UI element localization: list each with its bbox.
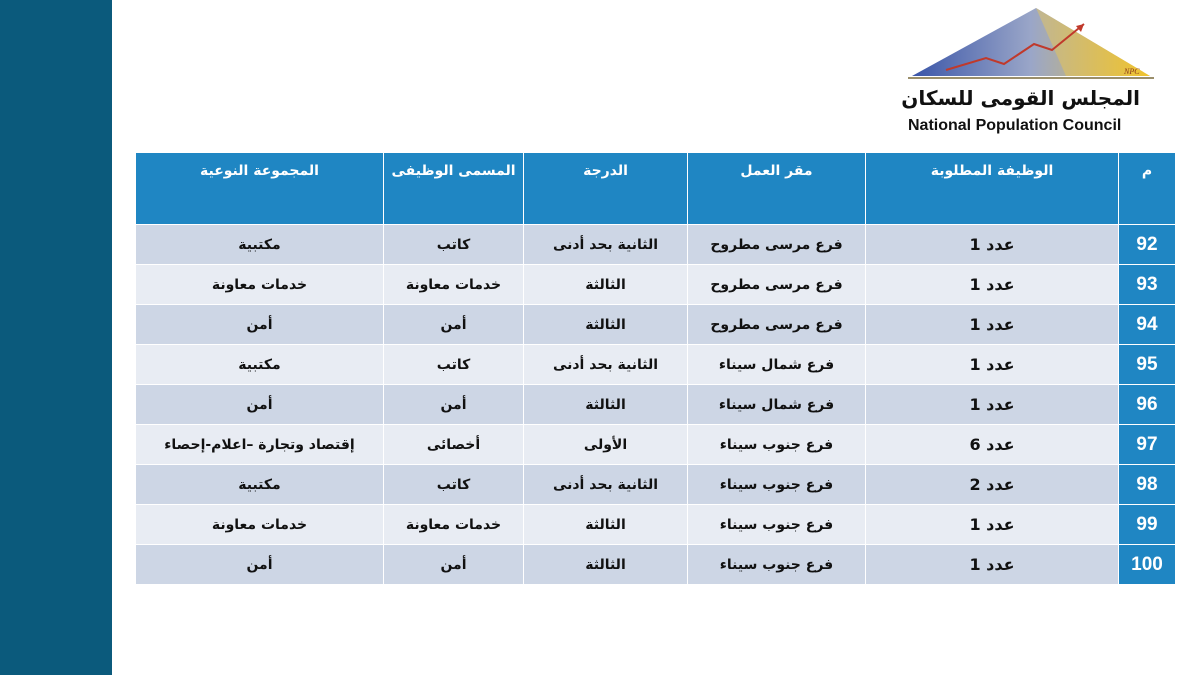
header-location: مقر العمل [688, 153, 866, 225]
cell-title: أمن [384, 385, 524, 425]
cell-grade: الثانية بحد أدنى [524, 345, 688, 385]
cell-title: أمن [384, 305, 524, 345]
cell-grade: الثالثة [524, 505, 688, 545]
cell-title: خدمات معاونة [384, 505, 524, 545]
cell-num: 94 [1119, 305, 1176, 345]
cell-grade: الثالثة [524, 265, 688, 305]
table-row [136, 465, 1176, 505]
cell-num: 95 [1119, 345, 1176, 385]
cell-location: فرع شمال سيناء [688, 345, 866, 385]
cell-grade: الثانية بحد أدنى [524, 465, 688, 505]
cell-group: أمن [136, 385, 384, 425]
cell-group: خدمات معاونة [136, 265, 384, 305]
cell-job: عدد 1 [866, 545, 1119, 585]
table-row [136, 425, 1176, 465]
cell-group: أمن [136, 545, 384, 585]
cell-group: مكتبية [136, 345, 384, 385]
cell-location: فرع جنوب سيناء [688, 545, 866, 585]
cell-job: عدد 2 [866, 465, 1119, 505]
cell-job: عدد 1 [866, 505, 1119, 545]
cell-grade: الأولى [524, 425, 688, 465]
table-header-row [136, 153, 1176, 225]
npc-badge-text: NPC [1124, 67, 1140, 76]
cell-num: 98 [1119, 465, 1176, 505]
cell-job: عدد 1 [866, 345, 1119, 385]
cell-job: عدد 1 [866, 265, 1119, 305]
cell-num: 92 [1119, 225, 1176, 265]
npc-logo [900, 4, 1180, 134]
cell-job: عدد 1 [866, 305, 1119, 345]
table-row [136, 505, 1176, 545]
cell-num: 99 [1119, 505, 1176, 545]
npc-pyramid-icon [906, 4, 1156, 82]
cell-num: 96 [1119, 385, 1176, 425]
jobs-table [135, 152, 1176, 585]
cell-group: إقتصاد وتجارة –اعلام-إحصاء [136, 425, 384, 465]
side-bar [0, 0, 112, 675]
cell-title: كاتب [384, 345, 524, 385]
header-job: الوظيفة المطلوبة [866, 153, 1119, 225]
header-num: م [1119, 153, 1176, 225]
header-group: المجموعة النوعية [136, 153, 384, 225]
cell-grade: الثالثة [524, 385, 688, 425]
table-row [136, 305, 1176, 345]
cell-job: عدد 6 [866, 425, 1119, 465]
table-row [136, 385, 1176, 425]
table-row [136, 225, 1176, 265]
header-grade: الدرجة [524, 153, 688, 225]
cell-location: فرع جنوب سيناء [688, 425, 866, 465]
cell-job: عدد 1 [866, 385, 1119, 425]
cell-num: 100 [1119, 545, 1176, 585]
table-row [136, 345, 1176, 385]
cell-title: كاتب [384, 225, 524, 265]
cell-group: خدمات معاونة [136, 505, 384, 545]
cell-title: أمن [384, 545, 524, 585]
cell-location: فرع مرسى مطروح [688, 265, 866, 305]
table-row [136, 545, 1176, 585]
cell-group: أمن [136, 305, 384, 345]
cell-location: فرع جنوب سيناء [688, 505, 866, 545]
cell-location: فرع شمال سيناء [688, 385, 866, 425]
cell-group: مكتبية [136, 225, 384, 265]
cell-location: فرع جنوب سيناء [688, 465, 866, 505]
cell-grade: الثالثة [524, 305, 688, 345]
cell-location: فرع مرسى مطروح [688, 225, 866, 265]
cell-grade: الثانية بحد أدنى [524, 225, 688, 265]
cell-job: عدد 1 [866, 225, 1119, 265]
cell-location: فرع مرسى مطروح [688, 305, 866, 345]
header-title: المسمى الوظيفى [384, 153, 524, 225]
cell-num: 93 [1119, 265, 1176, 305]
cell-num: 97 [1119, 425, 1176, 465]
logo-name-ar: المجلس القومى للسكان [901, 86, 1140, 110]
cell-grade: الثالثة [524, 545, 688, 585]
cell-group: مكتبية [136, 465, 384, 505]
logo-name-en: National Population Council [908, 117, 1122, 134]
cell-title: خدمات معاونة [384, 265, 524, 305]
cell-title: كاتب [384, 465, 524, 505]
table-row [136, 265, 1176, 305]
cell-title: أخصائى [384, 425, 524, 465]
